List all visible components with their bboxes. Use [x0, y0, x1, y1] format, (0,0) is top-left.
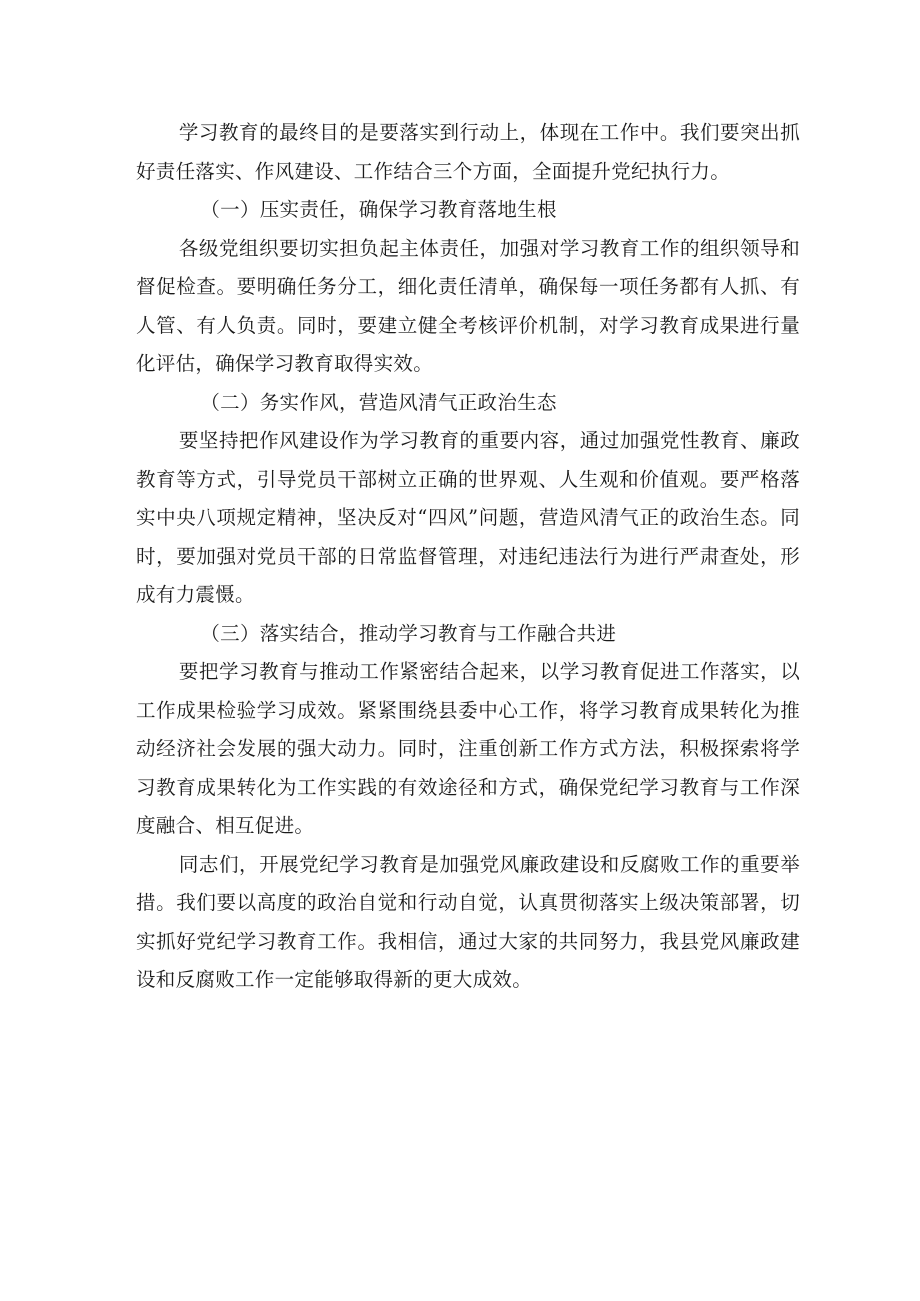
paragraph-intro: 学习教育的最终目的是要落实到行动上，体现在工作中。我们要突出抓好责任落实、作风建设、工作结合三个方面，全面提升党纪执行力。	[136, 121, 800, 183]
section-heading-2: （二）务实作风，营造风清气正政治生态	[200, 390, 557, 414]
paragraph-section-2: 要坚持把作风建设作为学习教育的重要内容，通过加强党性教育、廉政教育等方式，引导党员干部树立正确的世界观、人生观和价值观。要严格落实中央八项规定精神，坚决反对“四风”问题，营造风清气正的政治生态。同时，要加强对党员干部的日常监督管理，对违纪违法行为进行严肃查处，形成有力震慑。	[136, 429, 800, 606]
section-heading-3: （三）落实结合，推动学习教育与工作融合共进	[200, 621, 617, 645]
paragraph-closing: 同志们，开展党纪学习教育是加强党风廉政建设和反腐败工作的重要举措。我们要以高度的政治自觉和行动自觉，认真贯彻落实上级决策部署，切实抓好党纪学习教育工作。我相信，通过大家的共同努力，我县党风廉政建设和反腐败工作一定能够取得新的更大成效。	[136, 852, 800, 991]
section-heading-1: （一）压实责任，确保学习教育落地生根	[200, 198, 557, 221]
paragraph-section-3: 要把学习教育与推动工作紧密结合起来，以学习教育促进工作落实，以工作成果检验学习成效。紧紧围绕县委中心工作，将学习教育成果转化为推动经济社会发展的强大动力。同时，注重创新工作方式方法，积极探索将学习教育成果转化为工作实践的有效途径和方式，确保党纪学习教育与工作深度融合、相互促进。	[136, 660, 800, 837]
paragraph-section-1: 各级党组织要切实担负起主体责任，加强对学习教育工作的组织领导和督促检查。要明确任务分工，细化责任清单，确保每一项任务都有人抓、有人管、有人负责。同时，要建立健全考核评价机制，对学习教育成果进行量化评估，确保学习教育取得实效。	[136, 236, 800, 375]
document-body	[136, 114, 800, 1000]
